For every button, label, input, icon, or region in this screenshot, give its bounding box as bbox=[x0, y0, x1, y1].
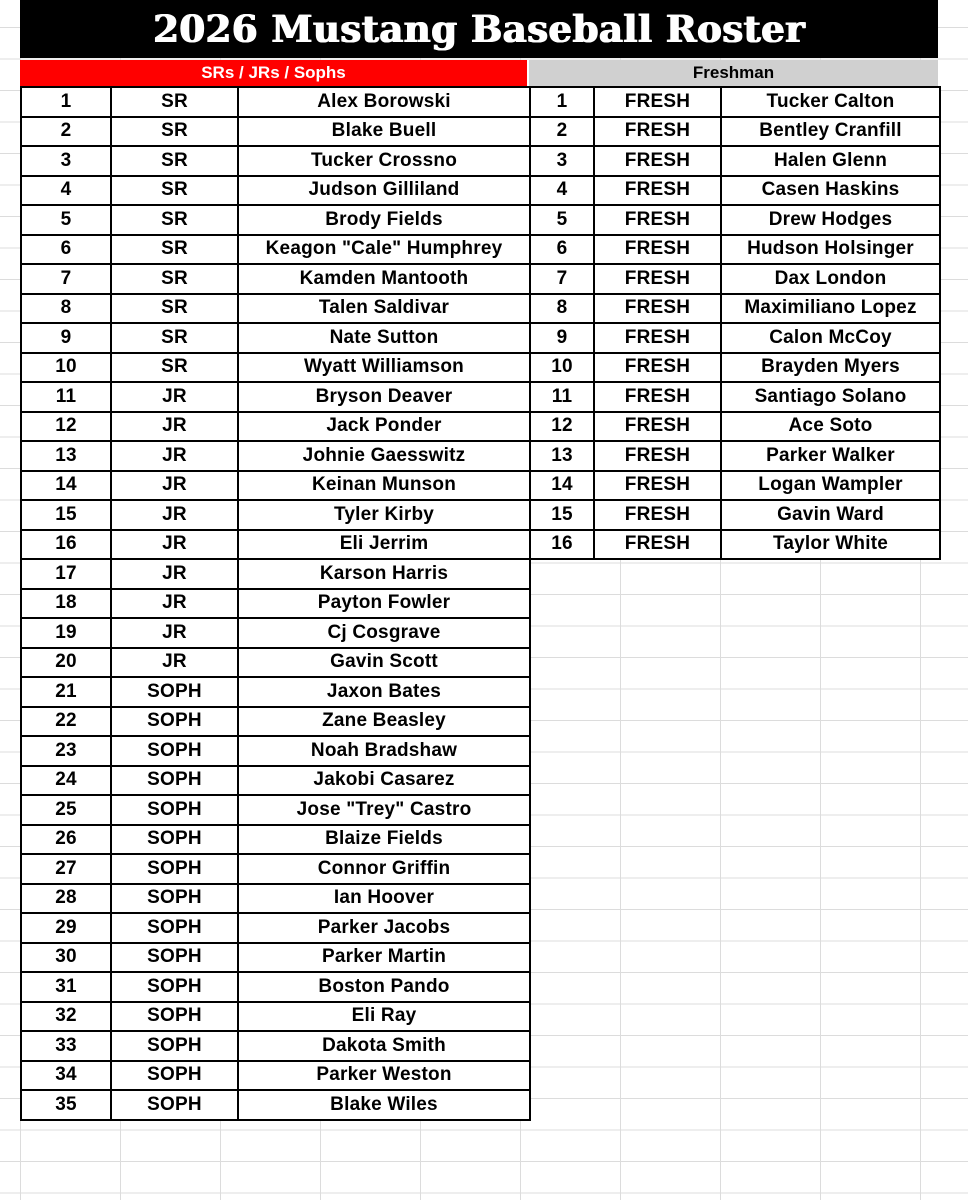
cell-class[interactable]: SR bbox=[111, 87, 238, 117]
cell-class[interactable]: SOPH bbox=[111, 972, 238, 1002]
cell-player-name[interactable]: Zane Beasley bbox=[238, 707, 530, 737]
cell-number[interactable]: 26 bbox=[21, 825, 111, 855]
cell-class[interactable]: SR bbox=[111, 323, 238, 353]
roster-title: 2026 Mustang Baseball Roster bbox=[20, 0, 938, 58]
cell-number[interactable]: 17 bbox=[21, 559, 111, 589]
cell-class[interactable]: SR bbox=[111, 294, 238, 324]
cell-player-name[interactable]: Boston Pando bbox=[238, 972, 530, 1002]
cell-player-name[interactable]: Noah Bradshaw bbox=[238, 736, 530, 766]
cell-player-name[interactable]: Eli Ray bbox=[238, 1002, 530, 1032]
cell-player-name[interactable]: Ace Soto bbox=[721, 412, 940, 442]
table-row bbox=[530, 294, 940, 324]
cell-player-name[interactable]: Blaize Fields bbox=[238, 825, 530, 855]
cell-class[interactable]: JR bbox=[111, 441, 238, 471]
cell-player-name[interactable]: Cj Cosgrave bbox=[238, 618, 530, 648]
freshman-table bbox=[529, 86, 941, 560]
cell-class[interactable]: FRESH bbox=[594, 87, 721, 117]
table-row bbox=[21, 441, 530, 471]
cell-player-name[interactable]: Taylor White bbox=[721, 530, 940, 560]
table-row bbox=[21, 766, 530, 796]
cell-player-name[interactable]: Drew Hodges bbox=[721, 205, 940, 235]
cell-player-name[interactable]: Tyler Kirby bbox=[238, 500, 530, 530]
cell-player-name[interactable]: Dax London bbox=[721, 264, 940, 294]
cell-number[interactable]: 11 bbox=[530, 382, 594, 412]
cell-class[interactable]: SOPH bbox=[111, 766, 238, 796]
cell-player-name[interactable]: Nate Sutton bbox=[238, 323, 530, 353]
cell-number[interactable]: 24 bbox=[21, 766, 111, 796]
table-row bbox=[21, 707, 530, 737]
table-row bbox=[21, 117, 530, 147]
cell-number[interactable]: 8 bbox=[530, 294, 594, 324]
cell-player-name[interactable]: Kamden Mantooth bbox=[238, 264, 530, 294]
table-row bbox=[21, 854, 530, 884]
cell-class[interactable]: SR bbox=[111, 353, 238, 383]
cell-player-name[interactable]: Calon McCoy bbox=[721, 323, 940, 353]
cell-number[interactable]: 31 bbox=[21, 972, 111, 1002]
table-row bbox=[21, 323, 530, 353]
cell-class[interactable]: FRESH bbox=[594, 382, 721, 412]
cell-player-name[interactable]: Blake Wiles bbox=[238, 1090, 530, 1120]
table-row bbox=[21, 176, 530, 206]
cell-player-name[interactable]: Jack Ponder bbox=[238, 412, 530, 442]
cell-class[interactable]: SR bbox=[111, 264, 238, 294]
cell-number[interactable]: 16 bbox=[530, 530, 594, 560]
table-row bbox=[530, 87, 940, 117]
cell-number[interactable]: 3 bbox=[21, 146, 111, 176]
cell-class[interactable]: SR bbox=[111, 117, 238, 147]
cell-number[interactable]: 13 bbox=[530, 441, 594, 471]
cell-player-name[interactable]: Parker Walker bbox=[721, 441, 940, 471]
table-row bbox=[530, 471, 940, 501]
table-row bbox=[21, 1090, 530, 1120]
cell-class[interactable]: JR bbox=[111, 500, 238, 530]
table-row bbox=[21, 382, 530, 412]
cell-class[interactable]: FRESH bbox=[594, 530, 721, 560]
cell-player-name[interactable]: Casen Haskins bbox=[721, 176, 940, 206]
cell-number[interactable]: 28 bbox=[21, 884, 111, 914]
section-header-freshman[interactable]: Freshman bbox=[529, 60, 938, 86]
cell-player-name[interactable]: Logan Wampler bbox=[721, 471, 940, 501]
cell-number[interactable]: 11 bbox=[21, 382, 111, 412]
table-row bbox=[21, 235, 530, 265]
cell-player-name[interactable]: Blake Buell bbox=[238, 117, 530, 147]
cell-number[interactable]: 22 bbox=[21, 707, 111, 737]
table-row bbox=[21, 294, 530, 324]
cell-number[interactable]: 30 bbox=[21, 943, 111, 973]
cell-player-name[interactable]: Parker Weston bbox=[238, 1061, 530, 1091]
table-row bbox=[21, 795, 530, 825]
cell-number[interactable]: 33 bbox=[21, 1031, 111, 1061]
cell-class[interactable]: FRESH bbox=[594, 500, 721, 530]
cell-number[interactable]: 21 bbox=[21, 677, 111, 707]
cell-class[interactable]: JR bbox=[111, 559, 238, 589]
table-row bbox=[21, 559, 530, 589]
table-row bbox=[21, 589, 530, 619]
cell-player-name[interactable]: Payton Fowler bbox=[238, 589, 530, 619]
cell-number[interactable]: 3 bbox=[530, 146, 594, 176]
cell-player-name[interactable]: Gavin Scott bbox=[238, 648, 530, 678]
cell-number[interactable]: 14 bbox=[21, 471, 111, 501]
cell-player-name[interactable]: Gavin Ward bbox=[721, 500, 940, 530]
cell-number[interactable]: 35 bbox=[21, 1090, 111, 1120]
table-row bbox=[21, 825, 530, 855]
cell-class[interactable]: FRESH bbox=[594, 412, 721, 442]
cell-player-name[interactable]: Keinan Munson bbox=[238, 471, 530, 501]
cell-class[interactable]: SOPH bbox=[111, 795, 238, 825]
cell-class[interactable]: FRESH bbox=[594, 117, 721, 147]
section-header-upperclassmen[interactable]: SRs / JRs / Sophs bbox=[20, 60, 527, 86]
cell-class[interactable]: SR bbox=[111, 205, 238, 235]
table-row bbox=[21, 1002, 530, 1032]
cell-number[interactable]: 1 bbox=[530, 87, 594, 117]
cell-number[interactable]: 7 bbox=[21, 264, 111, 294]
upperclassmen-table bbox=[20, 86, 531, 1121]
cell-number[interactable]: 15 bbox=[530, 500, 594, 530]
cell-number[interactable]: 7 bbox=[530, 264, 594, 294]
cell-number[interactable]: 8 bbox=[21, 294, 111, 324]
cell-player-name[interactable]: Dakota Smith bbox=[238, 1031, 530, 1061]
cell-class[interactable]: FRESH bbox=[594, 294, 721, 324]
cell-player-name[interactable]: Keagon "Cale" Humphrey bbox=[238, 235, 530, 265]
cell-player-name[interactable]: Wyatt Williamson bbox=[238, 353, 530, 383]
table-row bbox=[21, 736, 530, 766]
cell-player-name[interactable]: Judson Gilliland bbox=[238, 176, 530, 206]
cell-player-name[interactable]: Jose "Trey" Castro bbox=[238, 795, 530, 825]
table-row bbox=[21, 471, 530, 501]
cell-number[interactable]: 6 bbox=[21, 235, 111, 265]
cell-number[interactable]: 15 bbox=[21, 500, 111, 530]
table-row bbox=[530, 382, 940, 412]
table-row bbox=[530, 235, 940, 265]
cell-class[interactable]: FRESH bbox=[594, 264, 721, 294]
cell-number[interactable]: 14 bbox=[530, 471, 594, 501]
table-row bbox=[21, 972, 530, 1002]
cell-number[interactable]: 23 bbox=[21, 736, 111, 766]
cell-number[interactable]: 19 bbox=[21, 618, 111, 648]
cell-class[interactable]: FRESH bbox=[594, 471, 721, 501]
table-row bbox=[21, 146, 530, 176]
cell-class[interactable]: SOPH bbox=[111, 1002, 238, 1032]
cell-class[interactable]: SOPH bbox=[111, 943, 238, 973]
cell-player-name[interactable]: Alex Borowski bbox=[238, 87, 530, 117]
cell-number[interactable]: 1 bbox=[21, 87, 111, 117]
cell-class[interactable]: SOPH bbox=[111, 854, 238, 884]
cell-class[interactable]: SOPH bbox=[111, 1061, 238, 1091]
table-row bbox=[530, 176, 940, 206]
cell-class[interactable]: JR bbox=[111, 530, 238, 560]
cell-player-name[interactable]: Talen Saldivar bbox=[238, 294, 530, 324]
cell-class[interactable]: SR bbox=[111, 176, 238, 206]
cell-class[interactable]: JR bbox=[111, 412, 238, 442]
cell-number[interactable]: 6 bbox=[530, 235, 594, 265]
cell-number[interactable]: 29 bbox=[21, 913, 111, 943]
cell-class[interactable]: FRESH bbox=[594, 205, 721, 235]
cell-number[interactable]: 5 bbox=[21, 205, 111, 235]
table-row bbox=[21, 530, 530, 560]
cell-number[interactable]: 20 bbox=[21, 648, 111, 678]
cell-player-name[interactable]: Jaxon Bates bbox=[238, 677, 530, 707]
cell-number[interactable]: 2 bbox=[21, 117, 111, 147]
cell-class[interactable]: JR bbox=[111, 648, 238, 678]
cell-number[interactable]: 9 bbox=[21, 323, 111, 353]
table-row bbox=[530, 530, 940, 560]
cell-class[interactable]: JR bbox=[111, 589, 238, 619]
cell-class[interactable]: SOPH bbox=[111, 913, 238, 943]
table-row bbox=[21, 1031, 530, 1061]
cell-class[interactable]: SOPH bbox=[111, 707, 238, 737]
cell-number[interactable]: 4 bbox=[21, 176, 111, 206]
cell-class[interactable]: FRESH bbox=[594, 235, 721, 265]
table-row bbox=[530, 441, 940, 471]
table-row bbox=[21, 618, 530, 648]
cell-player-name[interactable]: Brody Fields bbox=[238, 205, 530, 235]
cell-class[interactable]: SR bbox=[111, 235, 238, 265]
cell-number[interactable]: 18 bbox=[21, 589, 111, 619]
cell-number[interactable]: 12 bbox=[21, 412, 111, 442]
table-row bbox=[21, 1061, 530, 1091]
table-row bbox=[530, 500, 940, 530]
cell-class[interactable]: FRESH bbox=[594, 323, 721, 353]
cell-player-name[interactable]: Bryson Deaver bbox=[238, 382, 530, 412]
table-row bbox=[530, 353, 940, 383]
cell-class[interactable]: FRESH bbox=[594, 146, 721, 176]
table-row bbox=[21, 264, 530, 294]
table-row bbox=[21, 884, 530, 914]
cell-class[interactable]: JR bbox=[111, 382, 238, 412]
cell-class[interactable]: SR bbox=[111, 146, 238, 176]
cell-number[interactable]: 10 bbox=[530, 353, 594, 383]
cell-player-name[interactable]: Karson Harris bbox=[238, 559, 530, 589]
table-row bbox=[21, 87, 530, 117]
cell-player-name[interactable]: Parker Jacobs bbox=[238, 913, 530, 943]
table-row bbox=[530, 117, 940, 147]
cell-number[interactable]: 12 bbox=[530, 412, 594, 442]
table-row bbox=[530, 264, 940, 294]
cell-number[interactable]: 2 bbox=[530, 117, 594, 147]
table-row bbox=[21, 353, 530, 383]
table-row bbox=[21, 677, 530, 707]
table-row bbox=[21, 648, 530, 678]
cell-player-name[interactable]: Ian Hoover bbox=[238, 884, 530, 914]
cell-player-name[interactable]: Bentley Cranfill bbox=[721, 117, 940, 147]
cell-number[interactable]: 25 bbox=[21, 795, 111, 825]
table-row bbox=[21, 500, 530, 530]
table-row bbox=[21, 205, 530, 235]
table-row bbox=[21, 412, 530, 442]
cell-player-name[interactable]: Santiago Solano bbox=[721, 382, 940, 412]
table-row bbox=[530, 323, 940, 353]
table-row bbox=[21, 943, 530, 973]
cell-number[interactable]: 4 bbox=[530, 176, 594, 206]
table-row bbox=[530, 205, 940, 235]
cell-player-name[interactable]: Connor Griffin bbox=[238, 854, 530, 884]
table-row bbox=[21, 913, 530, 943]
cell-player-name[interactable]: Maximiliano Lopez bbox=[721, 294, 940, 324]
cell-class[interactable]: SOPH bbox=[111, 1090, 238, 1120]
cell-player-name[interactable]: Brayden Myers bbox=[721, 353, 940, 383]
cell-player-name[interactable]: Tucker Calton bbox=[721, 87, 940, 117]
cell-number[interactable]: 27 bbox=[21, 854, 111, 884]
cell-number[interactable]: 13 bbox=[21, 441, 111, 471]
cell-class[interactable]: JR bbox=[111, 471, 238, 501]
cell-player-name[interactable]: Eli Jerrim bbox=[238, 530, 530, 560]
cell-player-name[interactable]: Hudson Holsinger bbox=[721, 235, 940, 265]
cell-player-name[interactable]: Johnie Gaesswitz bbox=[238, 441, 530, 471]
cell-number[interactable]: 16 bbox=[21, 530, 111, 560]
cell-class[interactable]: SOPH bbox=[111, 736, 238, 766]
cell-player-name[interactable]: Tucker Crossno bbox=[238, 146, 530, 176]
cell-class[interactable]: SOPH bbox=[111, 884, 238, 914]
cell-class[interactable]: SOPH bbox=[111, 1031, 238, 1061]
cell-number[interactable]: 10 bbox=[21, 353, 111, 383]
cell-class[interactable]: SOPH bbox=[111, 677, 238, 707]
cell-number[interactable]: 32 bbox=[21, 1002, 111, 1032]
cell-player-name[interactable]: Jakobi Casarez bbox=[238, 766, 530, 796]
cell-number[interactable]: 34 bbox=[21, 1061, 111, 1091]
cell-class[interactable]: SOPH bbox=[111, 825, 238, 855]
table-row bbox=[530, 412, 940, 442]
cell-class[interactable]: FRESH bbox=[594, 176, 721, 206]
cell-player-name[interactable]: Parker Martin bbox=[238, 943, 530, 973]
cell-class[interactable]: FRESH bbox=[594, 353, 721, 383]
cell-class[interactable]: JR bbox=[111, 618, 238, 648]
cell-number[interactable]: 9 bbox=[530, 323, 594, 353]
cell-player-name[interactable]: Halen Glenn bbox=[721, 146, 940, 176]
table-row bbox=[530, 146, 940, 176]
cell-number[interactable]: 5 bbox=[530, 205, 594, 235]
cell-class[interactable]: FRESH bbox=[594, 441, 721, 471]
